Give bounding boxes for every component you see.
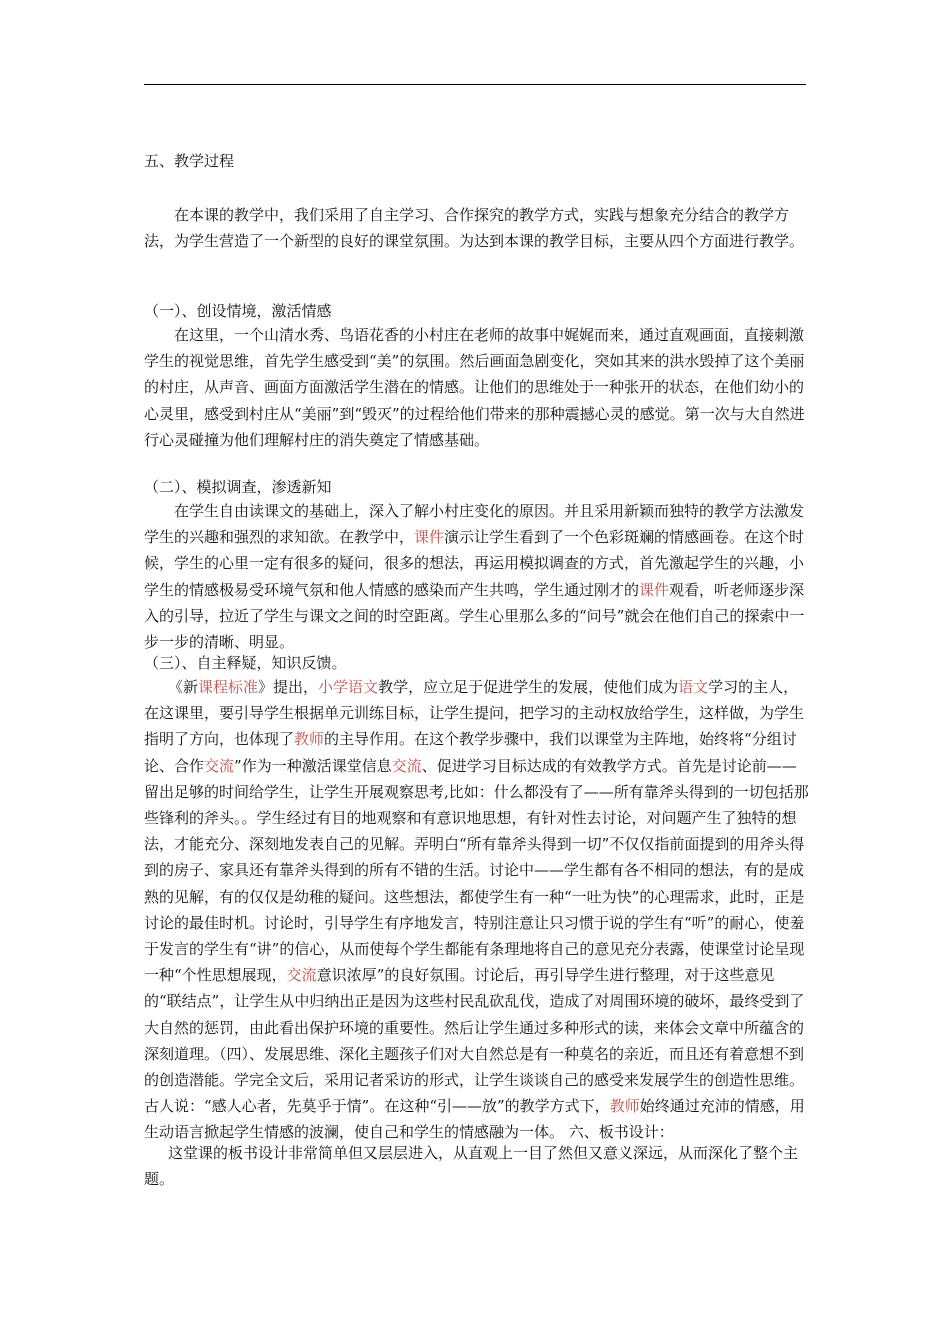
text-run: 教学，应立足于促进学生的发展，使他们成为 <box>378 678 679 696</box>
curriculum-standard-link[interactable]: 课程标准 <box>198 678 259 696</box>
header-rule <box>144 84 806 85</box>
communication-link[interactable]: 交流 <box>204 756 235 775</box>
text-run: 的主导作用。在这个教学步骤中，我们以课堂为主阵地，始终将“分组讨论、合作 <box>144 730 797 775</box>
subsection-title-3: （三）、自主释疑，知识反馈。 <box>144 654 347 672</box>
text-run: 学习的主人，在这课里，要引导学生根据单元训练目标，让学生提问，把学习的主动权放给学生，这样做，为学生指明了方向，也体现了 <box>144 678 805 749</box>
subsection-title-2: （二）、模拟调查，渗透新知 <box>144 478 332 496</box>
communication-link[interactable]: 交流 <box>391 756 422 775</box>
subsection-body-3 <box>144 674 810 1146</box>
text-run: 》提出， <box>258 678 319 696</box>
subsection-title-1: （一）、创设情境，激活情感 <box>144 302 332 320</box>
text-run: 演示让学生看到了一个色彩斑斓的情感画卷。在这个时候，学生的心里一定有很多的疑问，很多的想法，再运用模拟调查的方式，首先激起学生的兴趣，小学生的情感极易受环境气氛和他人情感的感染而产生共鸣，学生通过刚才的 <box>144 528 805 599</box>
subsection-body-2 <box>144 498 810 655</box>
section-heading: 五、教学过程 <box>144 152 235 170</box>
chinese-link[interactable]: 语文 <box>678 678 709 696</box>
intro-paragraph: 在本课的教学中，我们采用了自主学习、合作探究的教学方式，实践与想象充分结合的教学方法，为学生营造了一个新型的良好的课堂氛围。为达到本课的教学目标，主要从四个方面进行教学。 <box>144 206 805 251</box>
teacher-link[interactable]: 教师 <box>294 730 325 749</box>
text-run: 在学生自由读课文的基础上，深入了解小村庄变化的原因。并且采用新颖而独特的教学方法激发学生的兴趣和强烈的求知欲。在教学中， <box>144 502 805 547</box>
text-run: 意识浓厚”的良好氛围。讨论后，再引导学生进行整理，对于这些意见的“联结点”，让学生从中归纳出正是因为这些村民乱砍乱伐，造成了对周围环境的破坏，最终受到了大自然的惩罚，由此看出保护环境的重要性。然后让学生通过多种形式的读，来体会文章中所蕴含的深刻道理。（四）、发展思维、深化主题孩子们对大自然总是有一种莫名的亲近，而且还有着意想不到的创造潜能。学完全文后，采用记者采访的形式，让学生谈谈自己的感受来发展学生的创造性思维。古人说：“感人心者，先莫乎于情”。在这种“引——放”的教学方式下， <box>144 966 805 1116</box>
closing-paragraph: 这堂课的板书设计非常简单但又层层进入，从直观上一目了然但又意义深远，从而深化了整个主题。 <box>144 1144 799 1189</box>
text-run: ”作为一种激活课堂信息 <box>234 756 392 775</box>
text-run: 始终通过充沛的情感，用生动语言掀起学生情感的波澜，使自己和学生的情感融为一体。 六、板书设计： <box>144 1097 805 1142</box>
text-run: 《新 <box>168 678 199 696</box>
text-run: 观看，听老师逐步深入的引导，拉近了学生与课文之间的时空距离。学生心里那么多的“问号”就会在他们自己的探索中一步一步的清晰、明显。 <box>144 580 805 652</box>
subsection-body-1: 在这里，一个山清水秀、鸟语花香的小村庄在老师的故事中娓娓而来，通过直观画面，直接刺激学生的视觉思维，首先学生感受到“美”的氛围。然后画面急剧变化，突如其来的洪水毁掉了这个美丽的村庄，从声音、画面方面激活学生潜在的情感。让他们的思维处于一种张开的状态，在他们幼小的心灵里，感受到村庄从“美丽”到“毁灭”的过程给他们带来的那种震撼心灵的感觉。第一次与大自然进行心灵碰撞为他们理解村庄的消失奠定了情感基础。 <box>144 326 805 449</box>
courseware-link[interactable]: 课件 <box>639 580 670 599</box>
text-run: 、促进学习目标达成的有效教学方式。首先是讨论前——留出足够的时间给学生，让学生开展观察思考,比如：什么都没有了——所有靠斧头得到的一切包括那些锋利的斧头。。学生经过有目的地观察和有意识地思想，有针对性去讨论，对问题产生了独特的想法，才能充分、深刻地发表自己的见解。弄明白“所有靠斧头得到一切”不仅仅指前面提到的用斧头得到的房子、家具还有靠斧头得到的所有不错的生活。讨论中——学生都有各不相同的想法，有的是成熟的见解，有的仅仅是幼稚的疑问。这些想法，都使学生有一种“一吐为快”的心理需求，此时，正是讨论的最佳时机。讨论时，引导学生有序地发言，特别注意让只习惯于说的学生有“听”的耐心，使羞于发言的学生有“讲”的信心，从而使每个学生都能有条理地将自己的意见充分表露，使课堂讨论呈现一种“个性思想展现， <box>144 756 809 985</box>
communication-link[interactable]: 交流 <box>286 966 317 985</box>
primary-chinese-link[interactable]: 小学语文 <box>318 678 379 696</box>
teacher-link[interactable]: 教师 <box>609 1097 640 1116</box>
courseware-link[interactable]: 课件 <box>414 528 445 547</box>
